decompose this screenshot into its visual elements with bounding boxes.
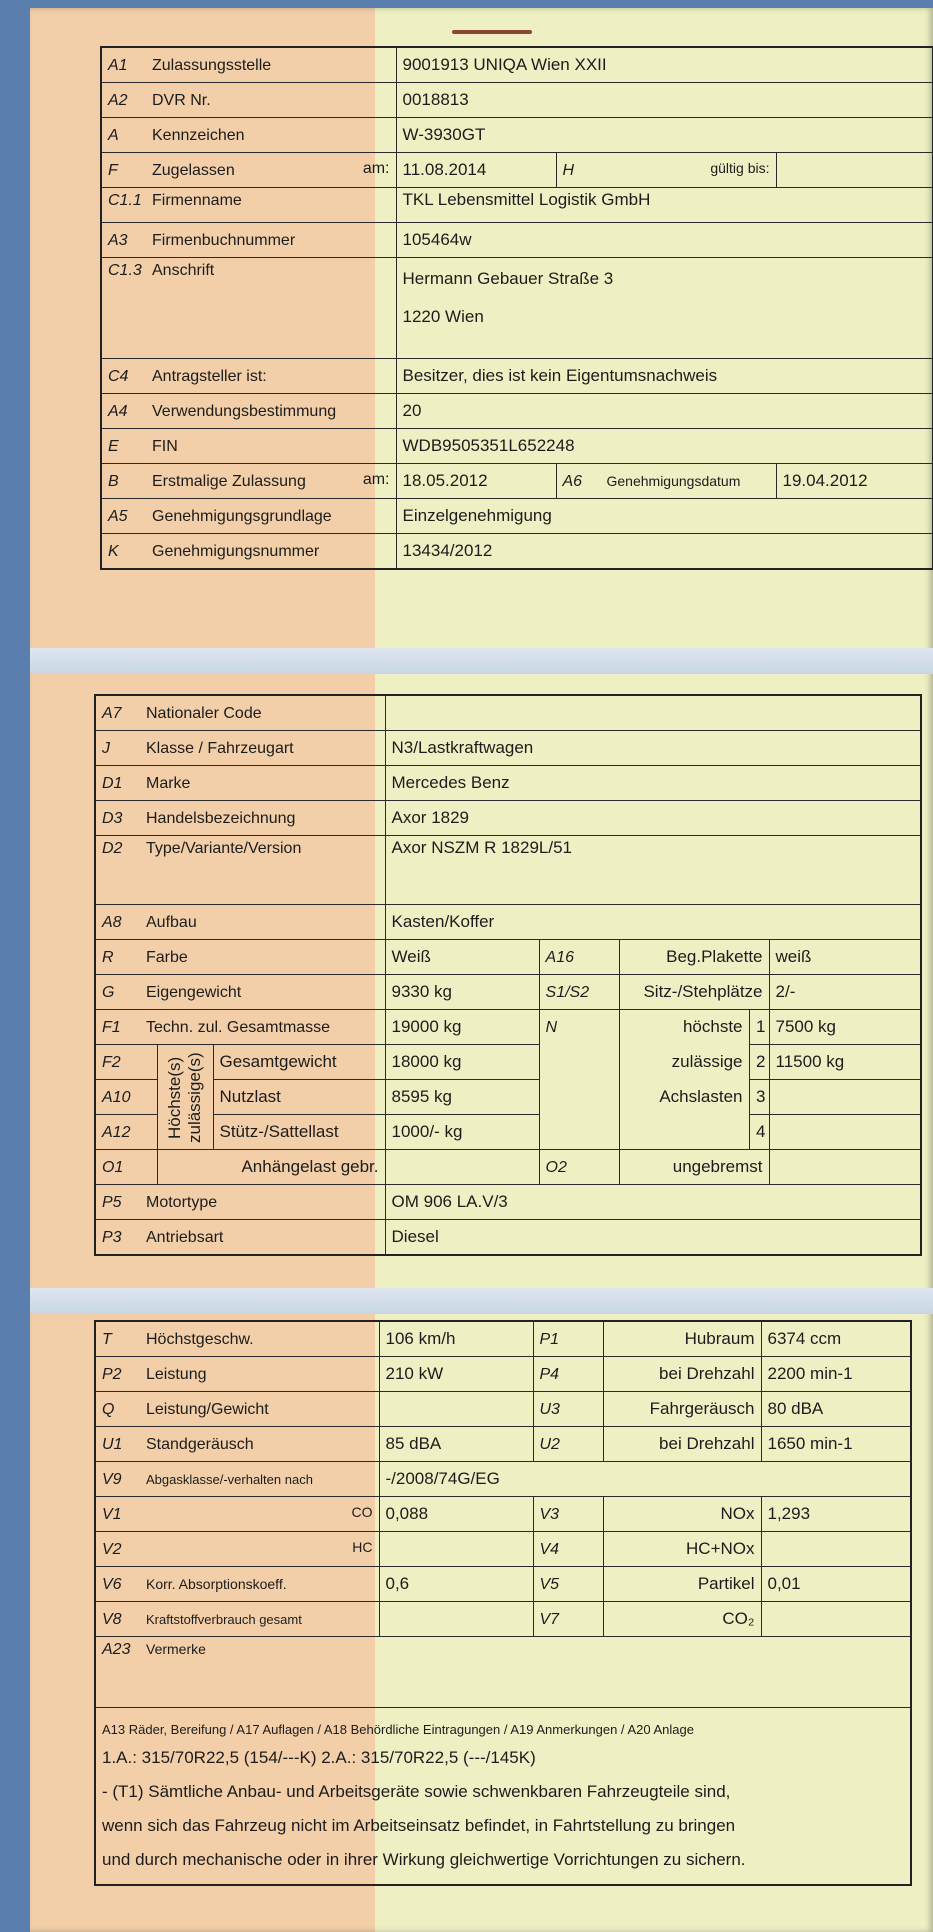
vertical-label: Höchste(s) zulässige(s) — [157, 1045, 213, 1150]
section-registration — [100, 46, 933, 570]
value-erstzulassung: 18.05.2012 — [396, 464, 556, 499]
row-g: G Eigengewicht 9330 kg S1/S2 Sitz-/Stehplätze 2/- — [95, 975, 921, 1010]
row-c11: C1.1 Firmenname TKL Lebensmittel Logistik GmbH — [101, 188, 933, 223]
row-v2: V2 HC V4 HC+NOx — [95, 1532, 911, 1567]
row-a7: A7 Nationaler Code — [95, 695, 921, 731]
row-v8: V8 Kraftstoffverbrauch gesamt V7 CO₂ — [95, 1602, 911, 1637]
a13-header: A13 Räder, Bereifung / A17 Auflagen / A18 Behördliche Eintragungen / A19 Anmerkungen / A20 Anlage — [102, 1722, 694, 1737]
fold-gap-1 — [30, 648, 933, 674]
row-p2: P2 Leistung 210 kW P4 bei Drehzahl 2200 min-1 — [95, 1357, 911, 1392]
row-v1: V1 CO 0,088 V3 NOx 1,293 — [95, 1497, 911, 1532]
a13-line-1: 1.A.: 315/70R22,5 (154/---K) 2.A.: 315/70R22,5 (---/145K) — [102, 1748, 536, 1767]
value-zulassungsstelle: 9001913 UNIQA Wien XXII — [396, 47, 933, 83]
value-verwendung: 20 — [396, 394, 933, 429]
row-c4: C4 Antragsteller ist: Besitzer, dies ist kein Eigentumsnachweis — [101, 359, 933, 394]
value-antragsteller: Besitzer, dies ist kein Eigentumsnachweis — [396, 359, 933, 394]
row-a5: A5 Genehmigungsgrundlage Einzelgenehmigung — [101, 499, 933, 534]
value-genehmigungsgrundlage: Einzelgenehmigung — [396, 499, 933, 534]
row-a13 — [95, 1708, 911, 1886]
value-fin: WDB9505351L652248 — [396, 429, 933, 464]
row-t: T Höchstgeschw. 106 km/h P1 Hubraum 6374 ccm — [95, 1321, 911, 1357]
row-d2: D2 Type/Variante/Version Axor NSZM R 1829L/51 — [95, 836, 921, 905]
staple — [452, 30, 532, 34]
row-a8: A8 Aufbau Kasten/Koffer — [95, 905, 921, 940]
row-p5: P5 Motortype OM 906 LA.V/3 — [95, 1185, 921, 1220]
row-a3: A3 Firmenbuchnummer 105464w — [101, 223, 933, 258]
row-a: A Kennzeichen W-3930GT — [101, 118, 933, 153]
row-c13: C1.3 Anschrift Hermann Gebauer Straße 3 1220 Wien — [101, 258, 933, 359]
row-a23: A23 Vermerke — [95, 1637, 911, 1708]
row-r: R Farbe Weiß A16 Beg.Plakette weiß — [95, 940, 921, 975]
row-a4: A4 Verwendungsbestimmung 20 — [101, 394, 933, 429]
row-q: Q Leistung/Gewicht U3 Fahrgeräusch 80 dBA — [95, 1392, 911, 1427]
a13-line-2: - (T1) Sämtliche Anbau- und Arbeitsgeräte sowie schwenkbaren Fahrzeugteile sind, — [102, 1782, 731, 1801]
value-anschrift: Hermann Gebauer Straße 3 1220 Wien — [396, 258, 933, 359]
row-b: B Erstmalige Zulassung am: 18.05.2012 A6 Genehmigungsdatum 19.04.2012 — [101, 464, 933, 499]
row-p3: P3 Antriebsart Diesel — [95, 1220, 921, 1256]
row-v6: V6 Korr. Absorptionskoeff. 0,6 V5 Partikel 0,01 — [95, 1567, 911, 1602]
section-technical — [94, 1320, 912, 1886]
row-a12: A12 Stütz-/Sattellast 1000/- kg 4 — [95, 1115, 921, 1150]
value-firmenbuchnummer: 105464w — [396, 223, 933, 258]
value-genehmigungsdatum: 19.04.2012 — [776, 464, 933, 499]
row-v9: V9 Abgasklasse/-verhalten nach -/2008/74G/EG — [95, 1462, 911, 1497]
row-f1: F1 Techn. zul. Gesamtmasse 19000 kg N höchste 1 7500 kg — [95, 1010, 921, 1045]
fold-gap-2 — [30, 1288, 933, 1314]
row-d1: D1 Marke Mercedes Benz — [95, 766, 921, 801]
row-f: F Zugelassen am: 11.08.2014 H gültig bis: — [101, 153, 933, 188]
row-u1: U1 Standgeräusch 85 dBA U2 bei Drehzahl 1650 min-1 — [95, 1427, 911, 1462]
row-e: E FIN WDB9505351L652248 — [101, 429, 933, 464]
row-a2: A2 DVR Nr. 0018813 — [101, 83, 933, 118]
section-vehicle — [94, 694, 922, 1256]
a13-line-4: und durch mechanische oder in ihrer Wirkung gleichwertige Vorrichtungen zu sichern. — [102, 1850, 746, 1869]
a13-line-3: wenn sich das Fahrzeug nicht im Arbeitseinsatz befindet, in Fahrtstellung zu bringen — [102, 1816, 736, 1835]
value-dvr: 0018813 — [396, 83, 933, 118]
value-gueltig-bis — [776, 153, 933, 188]
value-firmenname: TKL Lebensmittel Logistik GmbH — [396, 188, 933, 223]
row-f2: F2 Höchste(s) zulässige(s) Gesamtgewicht 18000 kg zulässige 2 11500 kg — [95, 1045, 921, 1080]
row-o1: O1 Anhängelast gebr. O2 ungebremst — [95, 1150, 921, 1185]
row-k: K Genehmigungsnummer 13434/2012 — [101, 534, 933, 570]
row-a10: A10 Nutzlast 8595 kg Achslasten 3 — [95, 1080, 921, 1115]
row-d3: D3 Handelsbezeichnung Axor 1829 — [95, 801, 921, 836]
value-genehmigungsnummer: 13434/2012 — [396, 534, 933, 570]
row-j: J Klasse / Fahrzeugart N3/Lastkraftwagen — [95, 731, 921, 766]
value-zugelassen: 11.08.2014 — [396, 153, 556, 188]
value-kennzeichen: W-3930GT — [396, 118, 933, 153]
row-a1: A1 Zulassungsstelle 9001913 UNIQA Wien XXII — [101, 47, 933, 83]
